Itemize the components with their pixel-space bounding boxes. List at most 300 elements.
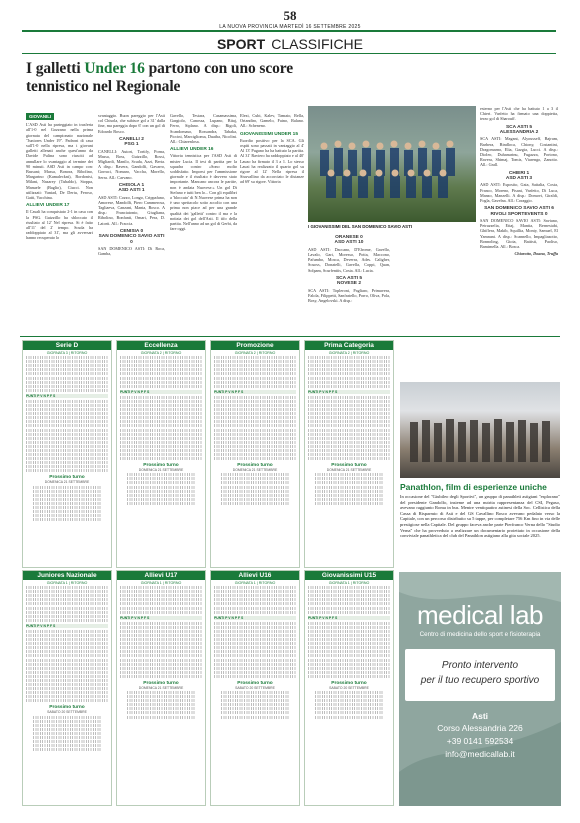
standing-row <box>308 404 390 407</box>
standing-row <box>120 429 202 432</box>
result-row <box>308 602 390 605</box>
standing-row <box>308 638 390 641</box>
fixture-row <box>221 473 289 476</box>
fixture-row <box>33 506 101 509</box>
standing-row <box>26 683 108 686</box>
standings-title: Allievi U16 <box>211 571 299 580</box>
section-rule-bottom <box>22 53 556 54</box>
standing-row <box>26 675 108 678</box>
result-row <box>214 602 296 605</box>
points-header: PUNTI P V N P F S <box>214 616 296 620</box>
standing-row <box>26 429 108 432</box>
standing-row <box>308 675 390 678</box>
result-row <box>26 598 108 601</box>
result-row <box>214 372 296 375</box>
points-header: PUNTI P V N P F S <box>26 624 108 628</box>
result-row <box>120 590 202 593</box>
result-row <box>308 594 390 597</box>
standing-row <box>308 642 390 645</box>
standing-row <box>120 449 202 452</box>
fixture-row <box>315 498 383 501</box>
fixture-row <box>315 494 383 497</box>
standing-row <box>120 400 202 403</box>
standing-row <box>214 404 296 407</box>
result-row <box>214 368 296 371</box>
next-round-label: Prossimo turno <box>49 705 85 711</box>
standing-row <box>308 626 390 629</box>
headline-post: partono con uno score tennistico nel Regionale <box>26 60 294 95</box>
article-text: ASD ASTI: Cozzo, Longo, Crippafano, Amorese, Mandolfi, Piero Cammerosa, Tagliaeva, Canzani, Manta, Bosco. A disp.: Franciatonio, Giugliana, Ribolino, Bonfanti, Omari, Pera, D. Latorti. All.: Fraccia. <box>98 194 165 226</box>
standings-title: Prima Categoria <box>305 341 393 350</box>
standing-row <box>120 650 202 653</box>
fixture-row <box>127 699 195 702</box>
fixture-row <box>221 695 289 698</box>
standing-row <box>26 457 108 460</box>
result-row <box>214 385 296 388</box>
standings-title: Eccellenza <box>117 341 205 350</box>
result-row <box>214 364 296 367</box>
points-header: PUNTI P V N P F S <box>120 616 202 620</box>
standing-row <box>214 622 296 625</box>
fixture-row <box>33 514 101 517</box>
standing-row <box>26 630 108 633</box>
fixture-row <box>127 703 195 706</box>
fixture-row <box>33 748 101 751</box>
standing-row <box>214 457 296 460</box>
standing-row <box>308 457 390 460</box>
standing-row <box>120 412 202 415</box>
result-row <box>120 385 202 388</box>
next-round-date: SABATO 20 SETTEMBRE <box>235 685 275 690</box>
standings-table <box>210 570 300 806</box>
points-header: PUNTI P V N P F S <box>308 616 390 620</box>
standing-row <box>308 650 390 653</box>
fixture-row <box>33 716 101 719</box>
masthead: LA NUOVA PROVINCIA MARTEDÌ 16 SETTEMBRE 2025 <box>219 24 361 30</box>
fixture-row <box>33 490 101 493</box>
fixture-row <box>33 518 101 521</box>
fixture-row <box>221 481 289 484</box>
article-text: SAN DOMENICO ASTI: Di Roca, Gamba, <box>98 246 165 257</box>
fixture-row <box>127 707 195 710</box>
result-row <box>120 356 202 359</box>
article-text: SCA ASTI: Magani, Alyousseff, Bajram, Barbera, Bindloca, Chiony, Costantini, Dragomarno, Elia, Gazgia, Lucci. A disp.: Dioleo, Duhanurinu, Fugazza, Portono, Ravera, Shimaj, Tomis, Viarengo, Zanotto. All.: Grall. <box>480 136 558 168</box>
standing-row <box>26 433 108 436</box>
points-header: PUNTI P V N P F S <box>214 390 296 394</box>
standing-row <box>308 445 390 448</box>
standing-row <box>308 654 390 657</box>
article-text: Gavello, Testara, Casamassima, Gargiolo, Canossa, Lupano, Bitaj, Ferro, Siplano. A disp.: Rigoli, Scandomaso, Rossandra, Tabaka, Piccini, Marciglioma, Duaiba, Nicolini. All.: Chiarenlosa. <box>170 113 237 145</box>
next-round-label: Prossimo turno <box>331 463 367 469</box>
fixture-row <box>221 486 289 489</box>
result-row <box>308 377 390 380</box>
result-row <box>26 607 108 610</box>
result-row <box>214 356 296 359</box>
result-row <box>26 594 108 597</box>
match-score: SCA ASTI 5 NOVESE 2 <box>335 275 363 287</box>
fixture-row <box>221 502 289 505</box>
fixture-row <box>33 494 101 497</box>
standings-table <box>116 570 206 806</box>
next-round-date: DOMENICA 21 SETTEMBRE <box>44 480 90 485</box>
match-score: SCA ASTI 5 ALESSANDRIA 2 <box>499 124 539 136</box>
fixture-row <box>315 490 383 493</box>
standing-row <box>26 687 108 690</box>
standing-row <box>26 642 108 645</box>
fixture-row <box>127 481 195 484</box>
standing-row <box>308 622 390 625</box>
result-row <box>308 360 390 363</box>
match-score: CANELLI 2 PSG 1 <box>119 136 144 148</box>
fixture-row <box>221 711 289 714</box>
fixture-row <box>127 691 195 694</box>
article-text: ASD ASTI: Daccano, D'Efrome, Gavello, Lavalo, Gari, Moresso, Potta, Maccono, Pafumbo, Mosca, Deverra, Ades. Caligher, Scuoss, Donatelli, Gavella, Coppi, Quan, Solpam, Scurfentiis, Costa. All.: Lucia. <box>308 246 390 273</box>
standing-row <box>308 400 390 403</box>
result-row <box>26 586 108 589</box>
standing-row <box>26 465 108 468</box>
article-column-4 <box>240 113 304 333</box>
standings-subtitle: GIORNATA 3 | RITORNO <box>46 351 88 355</box>
standing-row <box>214 420 296 423</box>
standing-row <box>26 424 108 427</box>
standing-row <box>214 408 296 411</box>
article-column-3 <box>170 113 237 333</box>
fixture-row <box>221 490 289 493</box>
standing-row <box>26 408 108 411</box>
standing-row <box>120 659 202 662</box>
article-signature: Chiarotto, Doana, Truffa <box>514 251 558 257</box>
standing-row <box>214 634 296 637</box>
standing-row <box>214 453 296 456</box>
result-row <box>26 364 108 367</box>
result-row <box>26 385 108 388</box>
fixture-row <box>315 477 383 480</box>
headline-pre: I galletti <box>26 60 85 77</box>
standing-row <box>26 449 108 452</box>
standing-row <box>308 424 390 427</box>
fixture-row <box>221 494 289 497</box>
fixture-row <box>127 716 195 719</box>
standing-row <box>120 675 202 678</box>
article-column-5 <box>308 232 390 332</box>
result-row <box>214 590 296 593</box>
article-text: L'ASD Asti ha parteggiato in trasferta all'1-0 nel Gozzano nella prima giornata del campionato nazionale "Juniores Under 19". Padroni di casa sull'1-0 nella ripresa, ma i giovani galletti allenati anche quest'anno da Davide Pulina sono riusciti ad annullare lo svantaggio al termine dei 90 minuti. ASD Asti in campo con: Bassani; Massa, Bonora, Ribolino, Margarino (Kamaleckni), Bordonisi, Milani, Nazarey (Tubaldo), Stoppa, Manuele (Baglio), Ciucci. Non utilizzati: Vaniad, De Deriu, Feroso, Gatti, Vacchina. <box>26 122 93 201</box>
standing-row <box>26 671 108 674</box>
standings-subtitle: GIORNATA 2 | RITORNO <box>328 351 370 355</box>
fixture-row <box>221 691 289 694</box>
standing-row <box>120 663 202 666</box>
result-row <box>26 377 108 380</box>
result-row <box>308 598 390 601</box>
standing-row <box>120 646 202 649</box>
ad-phone[interactable]: +39 0141 592534 <box>446 736 514 746</box>
fixture-row <box>33 720 101 723</box>
fixture-row <box>127 711 195 714</box>
next-round-date: DOMENICA 21 SETTEMBRE <box>138 685 184 690</box>
standings-subtitle: GIORNATA 1 | RITORNO <box>328 581 370 585</box>
fixture-row <box>315 502 383 505</box>
fixture-row <box>315 481 383 484</box>
standing-row <box>26 646 108 649</box>
fixture-row <box>315 707 383 710</box>
next-round-label: Prossimo turno <box>237 463 273 469</box>
result-row <box>214 377 296 380</box>
result-row <box>120 598 202 601</box>
standings-title: Allievi U17 <box>117 571 205 580</box>
article-text: esterno per l'Asti che ha battuto 1 a 3 il Chieri. Varfetto ha firmato una doppietta, terzo gol di Sharouff. <box>480 106 558 122</box>
fixture-row <box>221 707 289 710</box>
next-round-label: Prossimo turno <box>143 680 179 686</box>
result-row <box>26 372 108 375</box>
result-row <box>120 611 202 614</box>
result-row <box>26 368 108 371</box>
article-column-2 <box>98 113 165 333</box>
fixture-row <box>127 498 195 501</box>
standing-row <box>214 424 296 427</box>
standing-row <box>308 412 390 415</box>
match-score: ORANESE 0 ASD ASTI 10 <box>334 235 364 246</box>
standing-row <box>26 469 108 472</box>
standing-row <box>214 449 296 452</box>
standing-row <box>26 412 108 415</box>
standing-row <box>214 646 296 649</box>
standings-title: Giovanissimi U15 <box>305 571 393 580</box>
next-round-label: Prossimo turno <box>331 680 367 686</box>
fixture-row <box>315 711 383 714</box>
standing-row <box>26 416 108 419</box>
standing-row <box>214 412 296 415</box>
fixture-row <box>33 736 101 739</box>
result-row <box>120 594 202 597</box>
fixture-row <box>315 473 383 476</box>
fixture-row <box>33 740 101 743</box>
standing-row <box>120 437 202 440</box>
standing-row <box>26 695 108 698</box>
points-header: PUNTI P V N P F S <box>308 390 390 394</box>
standing-row <box>120 671 202 674</box>
fixture-row <box>221 699 289 702</box>
article-tag: GIOVANILI <box>26 113 54 120</box>
article-text: Elezi, Cubi, Kalev, Tamaio, Rella, Ortandiro, Gamelo, Faino, Ralano. All.: Scheneno. <box>240 113 304 129</box>
result-row <box>120 368 202 371</box>
result-row <box>308 372 390 375</box>
result-row <box>308 356 390 359</box>
standing-row <box>26 667 108 670</box>
standing-row <box>214 626 296 629</box>
article-subhead: ALLIEVI UNDER 16 <box>170 147 214 153</box>
ad-promo-line-2: per il tuo recupero sportivo <box>420 675 540 686</box>
article-text: Vittoria tennistica per l'ASD Asti di mister Lucia. Il test di partita per la squadra contro «Sono molto soddisfatto. Imporsi per l'ammissione giornale e il risultato è davvero stato importante. Mancano ancora le partite, non è andata Nuovese.» Un gol Di Stefano e tutti ben lo... Con gli equilibri a 'bloccato' di N.Nuovese prima ha non è uno spettacolo sotto accolto con una prima non piace ad per una grande qualità dei 'galletti' contro il ma e la notizia dei gol dell'Asti. Il tifo della partita. Nell'anno ad un gol di Gerbi, da fare oggi. <box>170 153 237 232</box>
result-row <box>308 368 390 371</box>
next-round-date: DOMENICA 21 SETTEMBRE <box>232 468 278 473</box>
standing-row <box>26 679 108 682</box>
standing-row <box>214 638 296 641</box>
fixture-row <box>221 716 289 719</box>
standing-row <box>120 445 202 448</box>
standing-row <box>120 667 202 670</box>
fixture-row <box>221 703 289 706</box>
standing-row <box>120 654 202 657</box>
fixture-row <box>315 699 383 702</box>
result-row <box>214 360 296 363</box>
standing-row <box>26 654 108 657</box>
section-sub: CLASSIFICHE <box>271 36 364 52</box>
fixture-row <box>221 477 289 480</box>
ad-city: Asti <box>471 711 489 721</box>
standing-row <box>120 457 202 460</box>
standing-row <box>120 416 202 419</box>
standing-row <box>26 404 108 407</box>
fixture-row <box>127 477 195 480</box>
standing-row <box>214 675 296 678</box>
result-row <box>26 615 108 618</box>
standing-row <box>308 646 390 649</box>
result-row <box>214 598 296 601</box>
result-row <box>120 602 202 605</box>
result-row <box>214 586 296 589</box>
next-round-label: Prossimo turno <box>49 475 85 481</box>
article-column-1 <box>26 113 93 333</box>
headline-highlight: Under 16 <box>84 60 145 77</box>
result-row <box>214 607 296 610</box>
article-column-6 <box>480 106 558 332</box>
standing-row <box>214 667 296 670</box>
standing-row <box>26 437 108 440</box>
result-row <box>26 611 108 614</box>
standing-row <box>26 650 108 653</box>
fixture-row <box>127 695 195 698</box>
standing-row <box>308 429 390 432</box>
fixture-row <box>315 691 383 694</box>
standing-row <box>214 396 296 399</box>
team-photo <box>308 106 476 222</box>
standing-row <box>26 699 108 702</box>
fixture-row <box>127 486 195 489</box>
standing-row <box>308 437 390 440</box>
result-row <box>120 364 202 367</box>
fixture-row <box>33 510 101 513</box>
standings-subtitle: GIORNATA 1 | RITORNO <box>46 581 88 585</box>
result-row <box>26 590 108 593</box>
standing-row <box>308 667 390 670</box>
standing-row <box>214 650 296 653</box>
panathlon-title: Panathlon, film di esperienze uniche <box>400 482 547 492</box>
standings-table <box>304 340 394 568</box>
standing-row <box>26 638 108 641</box>
next-round-label: Prossimo turno <box>237 680 273 686</box>
standing-row <box>26 400 108 403</box>
result-row <box>308 590 390 593</box>
standing-row <box>120 441 202 444</box>
result-row <box>214 594 296 597</box>
standing-row <box>308 416 390 419</box>
fixture-row <box>127 490 195 493</box>
article-subhead: ALLIEVI UNDER 17 <box>26 203 70 209</box>
standings-subtitle: GIORNATA 1 | RITORNO <box>234 581 276 585</box>
panathlon-photo-figures <box>400 382 560 478</box>
standing-row <box>214 433 296 436</box>
standings-table <box>22 570 112 806</box>
fixture-row <box>315 695 383 698</box>
result-row <box>120 377 202 380</box>
standings-table <box>22 340 112 568</box>
standing-row <box>308 396 390 399</box>
standing-row <box>26 420 108 423</box>
fixture-row <box>33 486 101 489</box>
standing-row <box>26 445 108 448</box>
standing-row <box>308 408 390 411</box>
result-row <box>120 586 202 589</box>
result-row <box>26 356 108 359</box>
standing-row <box>120 433 202 436</box>
fixture-row <box>315 716 383 719</box>
article-text: ASD ASTI: Esposito, Gaia, Saitalia, Costa, Franco, Moreno, Pisani, Varfetto, Di Luca, Manzo, Manzelli. A disp.: Domovi, Giraldi, Fogla, Gavelna. All.: Coraggio. <box>480 182 558 204</box>
standings-subtitle: GIORNATA 1 | RITORNO <box>140 581 182 585</box>
ad-promo-line-1: Pronto intervento <box>441 660 519 671</box>
next-round-label: Prossimo turno <box>143 463 179 469</box>
article-text: Il Casali ha conquistato 2-1 in casa con la PSG. Guizzillo ha sbloccato il risultato al 12' Nel ripresa. Si è fatto all'11' del 2' tempo. Scuda ha raddoppiato al 31', ma gli avversari hanno recuperato lo <box>26 209 93 241</box>
standing-row <box>214 642 296 645</box>
standing-row <box>120 453 202 456</box>
standing-row <box>214 429 296 432</box>
standings-title: Serie D <box>23 341 111 350</box>
standing-row <box>120 424 202 427</box>
standing-row <box>120 404 202 407</box>
standings-table <box>304 570 394 806</box>
standings-title: Juniores Nazionale <box>23 571 111 580</box>
standing-row <box>120 408 202 411</box>
fixture-row <box>33 502 101 505</box>
result-row <box>26 381 108 384</box>
result-row <box>308 586 390 589</box>
standing-row <box>214 437 296 440</box>
result-row <box>308 381 390 384</box>
page-number: 58 <box>283 8 297 23</box>
standing-row <box>308 671 390 674</box>
result-row <box>120 360 202 363</box>
standing-row <box>308 634 390 637</box>
result-row <box>26 602 108 605</box>
next-round-date: DOMENICA 21 SETTEMBRE <box>326 468 372 473</box>
fixture-row <box>127 502 195 505</box>
section-rule-top <box>22 30 556 32</box>
headline <box>26 60 304 96</box>
standings-title: Promozione <box>211 341 299 350</box>
fixture-row <box>315 703 383 706</box>
standing-row <box>26 663 108 666</box>
standing-row <box>120 420 202 423</box>
standing-row <box>308 630 390 633</box>
fixture-row <box>33 724 101 727</box>
ad-email[interactable]: info@medicallab.it <box>445 749 515 759</box>
photo-caption: I GIOVANISSIMI DEL SAN DOMENICO SAVIO ASTI <box>308 224 413 229</box>
standing-row <box>308 433 390 436</box>
result-row <box>308 364 390 367</box>
standings-table <box>116 340 206 568</box>
standing-row <box>120 396 202 399</box>
standing-row <box>26 659 108 662</box>
ad-address: Corso Alessandria 226 <box>437 723 523 733</box>
section-title <box>0 36 580 52</box>
next-round-date: SABATO 20 SETTEMBRE <box>329 685 369 690</box>
result-row <box>26 360 108 363</box>
standings-table <box>210 340 300 568</box>
result-row <box>214 381 296 384</box>
standing-row <box>214 659 296 662</box>
panathlon-text: In occasione del "Giubileo degli Sportivi", un gruppo di panathleti astigiani "esplorano" del presidente Gandolfo, insieme ad una nutrita rappresentanza del CSI, Pegaso, avevano raggiunto Roma in bus. Mentre ventiquattro astinesi della Soc. Cellistica della Cassa di Risparmio di Asti e del GS Cavallino Bosco avevano pedalato verso la Capitale, con un percorso distribuito su 5 tappe, per completare 756 Km fino in via delle prestigiose nella Capitale. Del gruppo faceva anche parte Pierfranco Verna dello "Studio Verna" che ha provveduto a realizzare un documentario proiettato in occasione della conviviale panathletica del club del Panathlon astigiano alla gita sociale 2025. <box>400 494 560 539</box>
result-row <box>308 607 390 610</box>
standing-row <box>26 691 108 694</box>
